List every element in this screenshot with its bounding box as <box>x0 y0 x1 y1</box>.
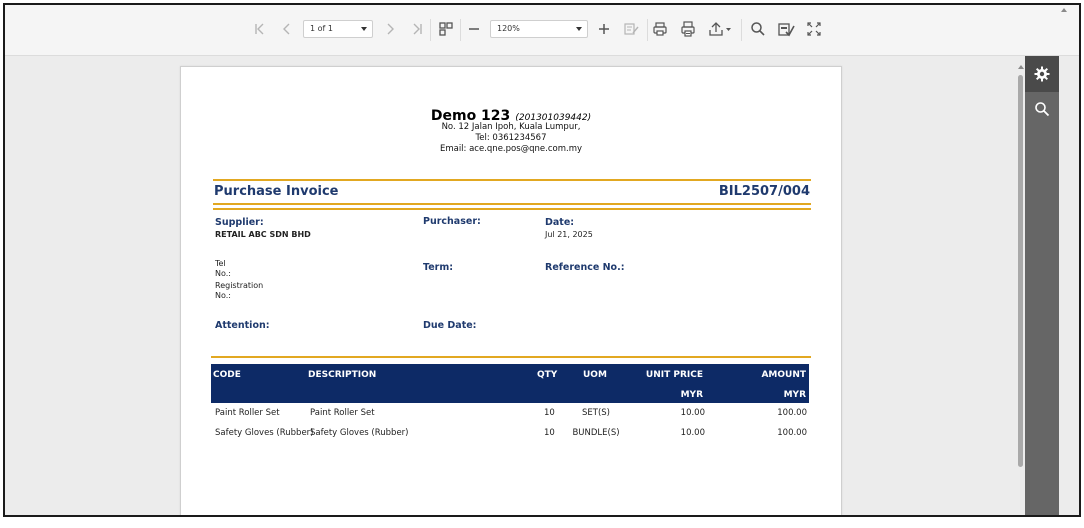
report-viewer-window <box>3 3 1081 517</box>
first-page-icon[interactable] <box>249 18 271 40</box>
print-icon[interactable] <box>649 18 671 40</box>
supplier-label: Supplier: <box>215 217 264 228</box>
search-icon[interactable] <box>1033 100 1051 118</box>
registration-label-line2: No.: <box>215 291 231 300</box>
invoice-number: BIL2507/004 <box>718 184 810 199</box>
row-amount: 100.00 <box>777 428 807 438</box>
gold-divider <box>211 356 811 358</box>
thumbnails-icon[interactable] <box>435 18 457 40</box>
row-code: Paint Roller Set <box>215 408 280 418</box>
scroll-up-arrow-icon[interactable] <box>1018 65 1024 69</box>
column-header-description: DESCRIPTION <box>308 370 377 380</box>
toolbar-divider <box>430 19 431 41</box>
zoom-selector[interactable] <box>490 20 588 38</box>
fullscreen-icon[interactable] <box>803 18 825 40</box>
column-header-uom: UOM <box>583 370 607 380</box>
column-header-qty: QTY <box>537 370 558 380</box>
amount-currency: MYR <box>783 390 806 400</box>
company-tel: Tel: 0361234567 <box>475 133 547 143</box>
company-registration: (201301039442) <box>515 113 592 123</box>
highlight-icon[interactable] <box>775 18 797 40</box>
attention-label: Attention: <box>215 320 270 331</box>
purchaser-label: Purchaser: <box>423 216 481 227</box>
column-header-code: CODE <box>213 370 241 380</box>
document-title: Purchase Invoice <box>214 184 339 199</box>
tel-label-line1: Tel <box>215 259 226 268</box>
row-unit-price: 10.00 <box>680 408 705 418</box>
side-panel <box>1025 56 1059 515</box>
scroll-up-arrow-icon[interactable] <box>1061 8 1067 12</box>
page-selector[interactable] <box>303 20 373 38</box>
gold-divider <box>213 208 811 210</box>
row-qty: 10 <box>544 408 555 418</box>
gold-divider <box>213 203 811 205</box>
column-header-unit-price: UNIT PRICE <box>645 370 703 380</box>
chevron-down-icon <box>576 27 582 31</box>
gear-icon[interactable] <box>1033 65 1051 83</box>
term-label: Term: <box>423 262 454 273</box>
invoice-page <box>180 66 842 517</box>
reference-label: Reference No.: <box>545 262 625 273</box>
column-header-amount: AMOUNT <box>761 370 806 380</box>
print-page-icon[interactable] <box>677 18 699 40</box>
row-uom: SET(S) <box>582 408 610 418</box>
row-unit-price: 10.00 <box>680 428 705 438</box>
last-page-icon[interactable] <box>406 18 428 40</box>
document-viewport <box>5 56 1025 515</box>
zoom-value: 120% <box>497 24 520 33</box>
export-icon[interactable] <box>705 18 735 40</box>
search-icon[interactable] <box>747 18 769 40</box>
row-qty: 10 <box>544 428 555 438</box>
toolbar-divider <box>741 19 742 41</box>
toolbar-divider <box>460 19 461 41</box>
zoom-in-icon[interactable] <box>593 18 615 40</box>
gold-divider <box>213 179 811 181</box>
row-description: Paint Roller Set <box>310 408 375 418</box>
items-table-header <box>211 364 809 403</box>
tel-label-line2: No.: <box>215 269 231 278</box>
page-indicator: 1 of 1 <box>310 24 333 33</box>
scrollbar-thumb[interactable] <box>1018 75 1023 467</box>
zoom-out-icon[interactable] <box>463 18 485 40</box>
row-uom: BUNDLE(S) <box>572 428 620 438</box>
edit-document-icon[interactable] <box>620 18 642 40</box>
supplier-value: RETAIL ABC SDN BHD <box>215 230 311 239</box>
company-address: No. 12 Jalan Ipoh, Kuala Lumpur, <box>441 122 581 132</box>
company-name: Demo 123 <box>430 108 511 124</box>
company-email: Email: ace.qne.pos@qne.com.my <box>439 144 583 154</box>
due-date-label: Due Date: <box>423 320 477 331</box>
prev-page-icon[interactable] <box>276 18 298 40</box>
chevron-down-icon <box>361 27 367 31</box>
row-description: Safety Gloves (Rubber) <box>310 428 409 438</box>
next-page-icon[interactable] <box>379 18 401 40</box>
toolbar-divider <box>647 19 648 41</box>
date-label: Date: <box>545 217 575 228</box>
row-code: Safety Gloves (Rubber) <box>215 428 314 438</box>
row-amount: 100.00 <box>777 408 807 418</box>
unit-price-currency: MYR <box>680 390 703 400</box>
registration-label-line1: Registration <box>215 281 264 290</box>
date-value: Jul 21, 2025 <box>545 230 593 239</box>
viewer-toolbar <box>5 5 1079 56</box>
